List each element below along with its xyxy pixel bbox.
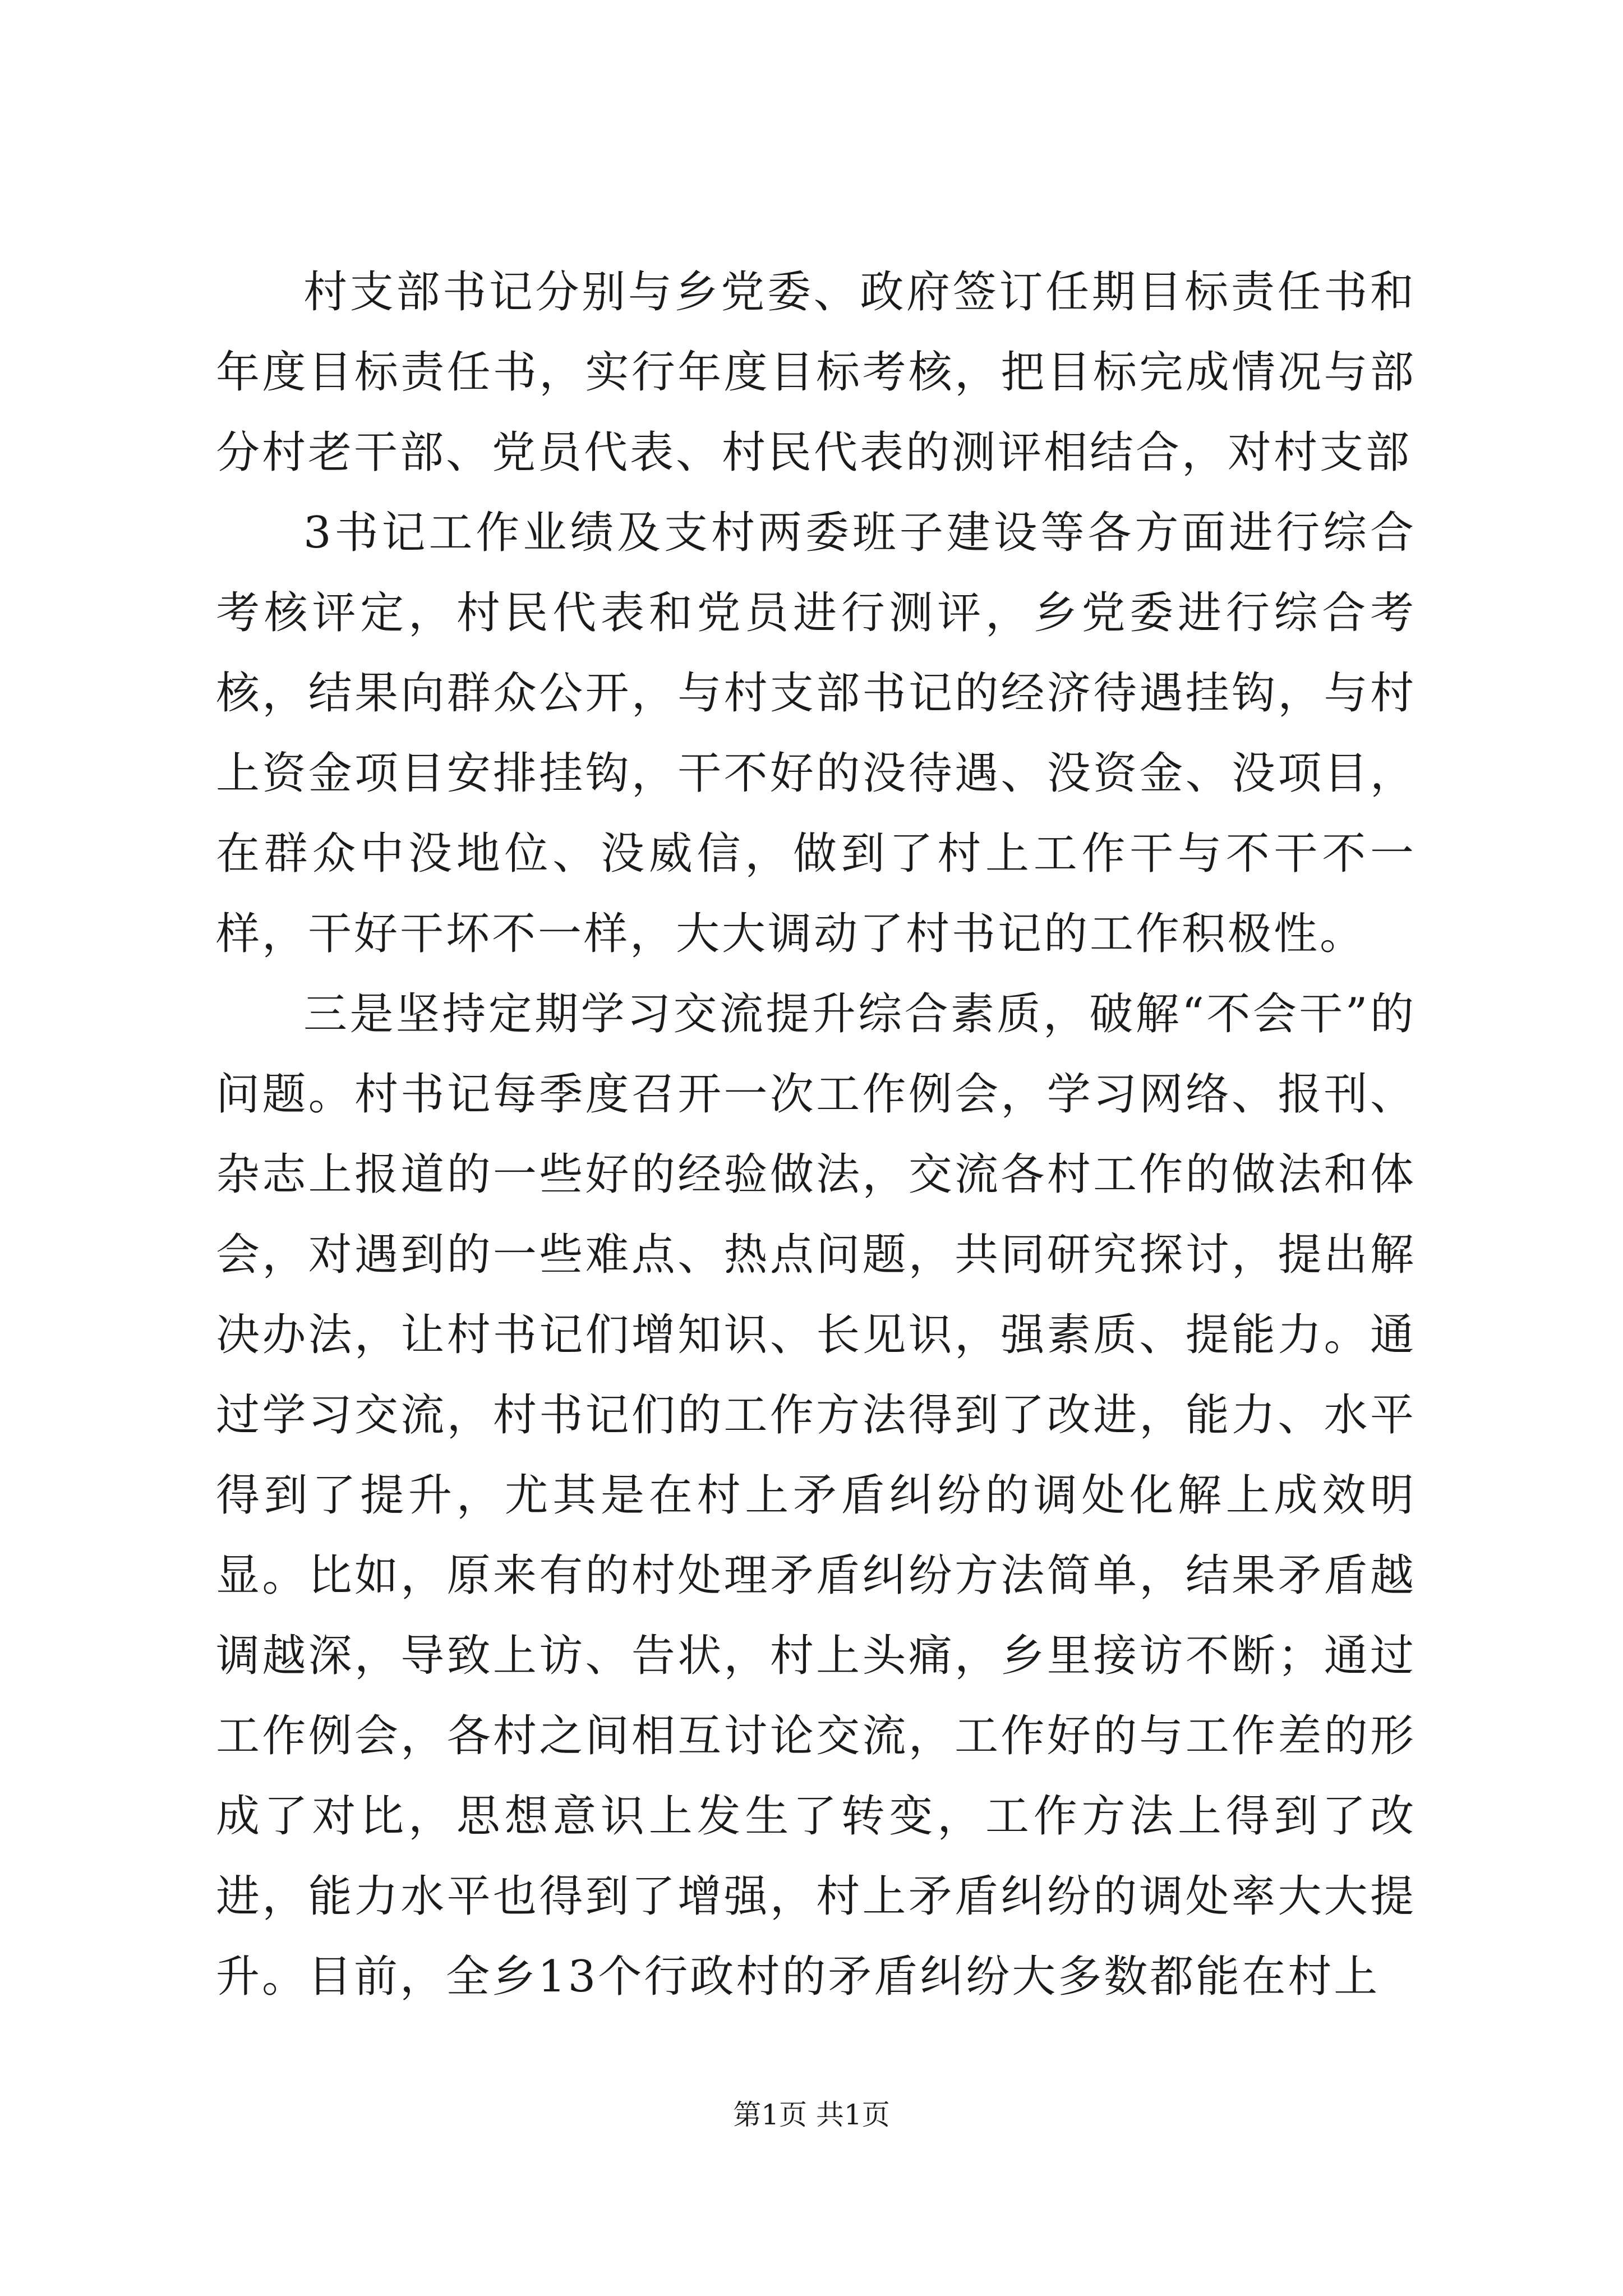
paragraph: 三是坚持定期学习交流提升综合素质，破解“不会干”的问题。村书记每季度召开一次工作例会，学习网络、报刊、杂志上报道的一些好的经验做法，交流各村工作的做法和体会，对遇到的一些难点、热点问题，共同研究探讨，提出解决办法，让村书记们增知识、长见识，强素质、提能力。通过学习交流，村书记们的工作方法得到了改进，能力、水平得到了提升，尤其是在村上矛盾纠纷的调处化解上成效明显。比如，原来有的村处理矛盾纠纷方法简单，结果矛盾越调越深，导致上访、告状，村上头痛，乡里接访不断；通过工作例会，各村之间相互讨论交流，工作好的与工作差的形成了对比，思想意识上发生了转变，工作方法上得到了改进，能力水平也得到了增强，村上矛盾纠纷的调处率大大提升。目前，全乡13个行政村的矛盾纠纷大多数都能在村上 [216, 989, 1416, 2002]
document-body [216, 252, 1416, 2017]
paragraph: 村支部书记分别与乡党委、政府签订任期目标责任书和年度目标责任书，实行年度目标考核，把目标完成情况与部分村老干部、党员代表、村民代表的测评相结合，对村支部 [216, 267, 1416, 478]
paragraph: 3书记工作业绩及支村两委班子建设等各方面进行综合考核评定，村民代表和党员进行测评，乡党委进行综合考核，结果向群众公开，与村支部书记的经济待遇挂钩，与村上资金项目安排挂钩，干不好的没待遇、没资金、没项目，在群众中没地位、没威信，做到了村上工作干与不干不一样，干好干坏不一样，大大调动了村书记的工作积极性。 [216, 508, 1416, 959]
page-footer: 第1页 共1页 [733, 2099, 890, 2131]
